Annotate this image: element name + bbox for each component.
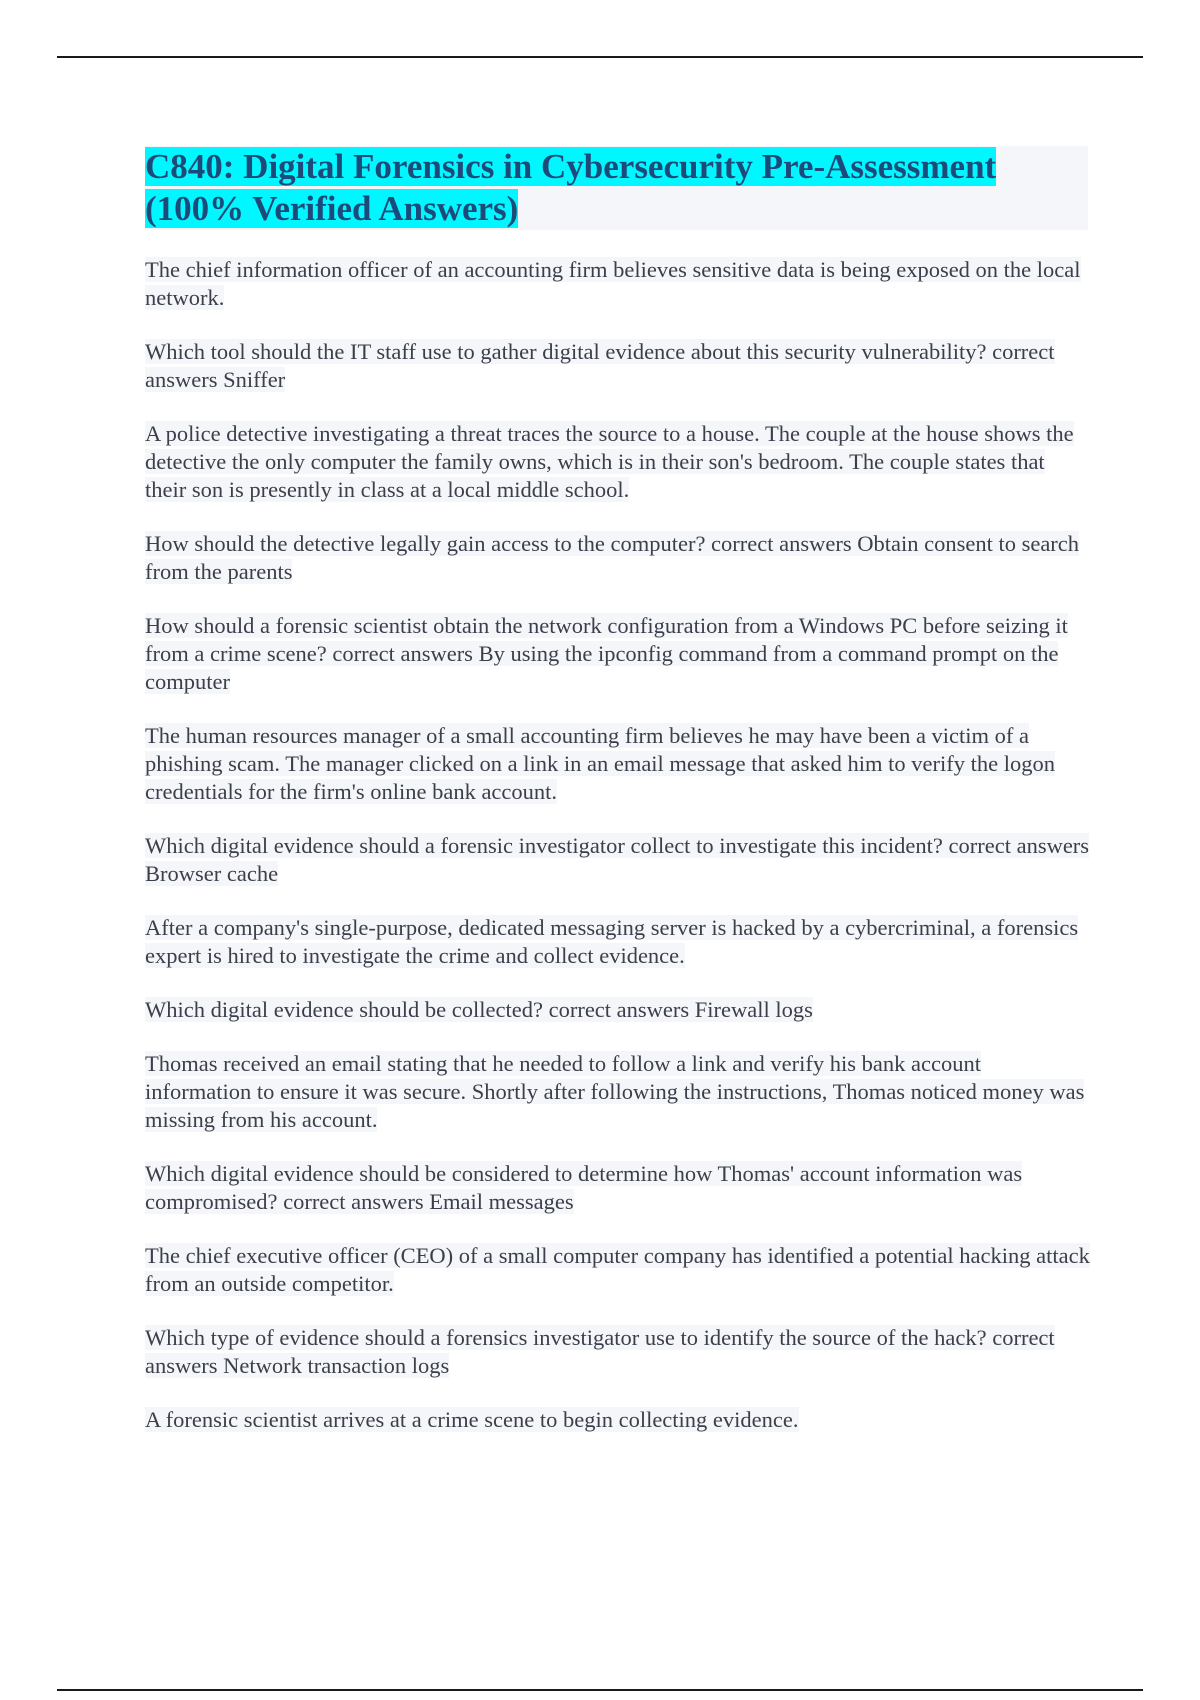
paragraph	[145, 1242, 1090, 1298]
paragraph-text: Thomas received an email stating that he needed to follow a link and verify his bank account information to ensure it was secure. Shortly after following the instructions, Thomas noticed money was missing from his account.	[145, 1051, 1085, 1132]
paragraph	[145, 530, 1090, 586]
paragraph-text: The human resources manager of a small accounting firm believes he may have been a victim of a phishing scam. The manager clicked on a link in an email message that asked him to verify the logon credentials for the firm's online bank account.	[145, 723, 1055, 804]
paragraph	[145, 1050, 1090, 1134]
paragraph	[145, 256, 1090, 312]
paragraph-text: Which type of evidence should a forensics investigator use to identify the source of the hack? correct answers Network transaction logs	[145, 1325, 1055, 1378]
paragraph-text: Which tool should the IT staff use to gather digital evidence about this security vulnerability? correct answers Sniffer	[145, 339, 1055, 392]
paragraph-text: Which digital evidence should be considered to determine how Thomas' account information was compromised? correct answers Email messages	[145, 1161, 1023, 1214]
paragraph	[145, 612, 1090, 696]
document-title	[145, 146, 1088, 230]
paragraph	[145, 722, 1090, 806]
document-title-text: C840: Digital Forensics in Cybersecurity Pre-Assessment (100% Verified Answers)	[145, 147, 997, 228]
paragraph-text: After a company's single-purpose, dedicated messaging server is hacked by a cybercriminal, a forensics expert is hired to investigate the crime and collect evidence.	[145, 915, 1079, 968]
paragraph-text: Which digital evidence should be collected? correct answers Firewall logs	[145, 997, 813, 1022]
paragraph-text: Which digital evidence should a forensic investigator collect to investigate this incident? correct answers Browser cache	[145, 833, 1090, 886]
paragraph	[145, 1160, 1090, 1216]
paragraph	[145, 996, 1090, 1024]
top-rule	[57, 56, 1143, 58]
paragraph-text: The chief executive officer (CEO) of a small computer company has identified a potential hacking attack from an outside competitor.	[145, 1243, 1090, 1296]
paragraph	[145, 1324, 1090, 1380]
paragraph	[145, 420, 1090, 504]
paragraph	[145, 832, 1090, 888]
paragraph	[145, 338, 1090, 394]
title-block	[145, 146, 1088, 230]
bottom-rule	[57, 1689, 1143, 1691]
paragraph-text: The chief information officer of an accounting firm believes sensitive data is being exposed on the local network.	[145, 257, 1081, 310]
paragraph-text: A forensic scientist arrives at a crime scene to begin collecting evidence.	[145, 1407, 799, 1432]
paragraph-text: How should a forensic scientist obtain the network configuration from a Windows PC before seizing it from a crime scene? correct answers By using the ipconfig command from a command prompt on the computer	[145, 613, 1068, 694]
paragraph	[145, 914, 1090, 970]
paragraph-text: A police detective investigating a threat traces the source to a house. The couple at the house shows the detective the only computer the family owns, which is in their son's bedroom. The couple states that their son is presently in class at a local middle school.	[145, 421, 1074, 502]
paragraph	[145, 1406, 1090, 1434]
document-body	[145, 256, 1090, 1460]
paragraph-text: How should the detective legally gain access to the computer? correct answers Obtain consent to search from the parents	[145, 531, 1080, 584]
